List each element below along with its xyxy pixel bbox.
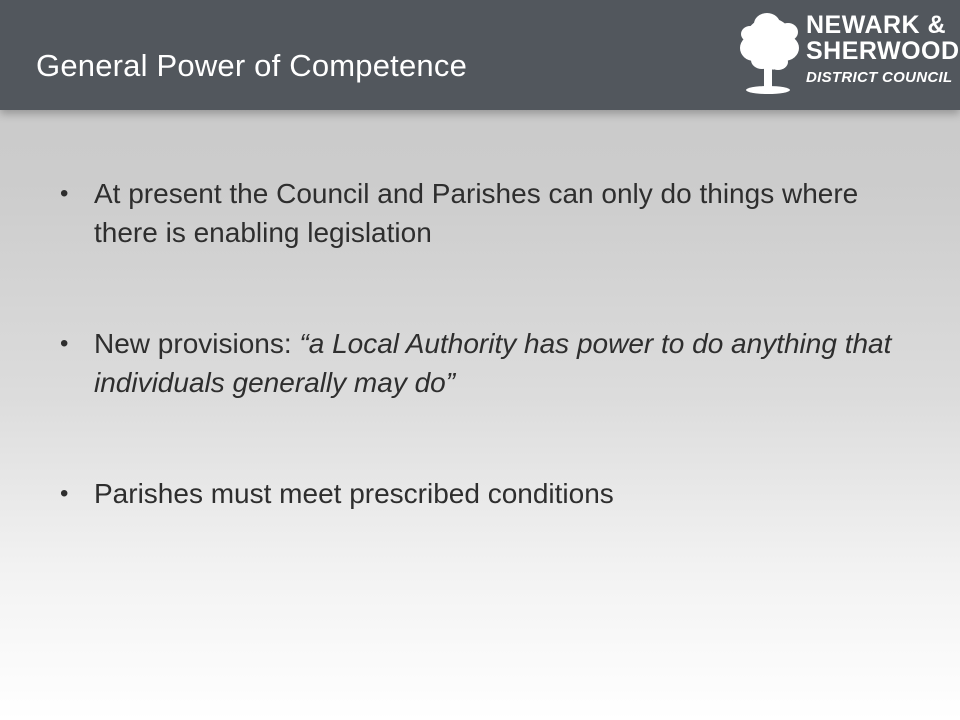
- tree-icon: [734, 10, 804, 98]
- bullet-dot: •: [60, 330, 69, 357]
- logo-line-sherwood: SHERWOOD: [806, 37, 960, 65]
- council-logo: [734, 10, 960, 100]
- bullet-item-enabling-legislation: [60, 174, 920, 252]
- logo-text: [806, 12, 960, 88]
- slide-title: General Power of Competence: [36, 48, 468, 83]
- logo-line-newark: NEWARK &: [806, 11, 947, 39]
- bullet-list: [60, 174, 920, 513]
- bullet-quote: “a Local Authority has power to do anything that individuals generally may do”: [94, 328, 892, 398]
- bullet-dot: •: [60, 180, 69, 207]
- bullet-dot: •: [60, 480, 69, 507]
- bullet-item-prescribed-conditions: [60, 474, 920, 513]
- bullet-text: Parishes must meet prescribed conditions: [94, 478, 614, 509]
- bullet-item-new-provisions: [60, 324, 920, 402]
- logo-line-district-council: DISTRICT COUNCIL: [806, 69, 953, 86]
- header-bar: [0, 0, 960, 110]
- bullet-text: At present the Council and Parishes can only do things where there is enabling legislation: [94, 178, 859, 248]
- bullet-prefix: New provisions:: [94, 328, 300, 359]
